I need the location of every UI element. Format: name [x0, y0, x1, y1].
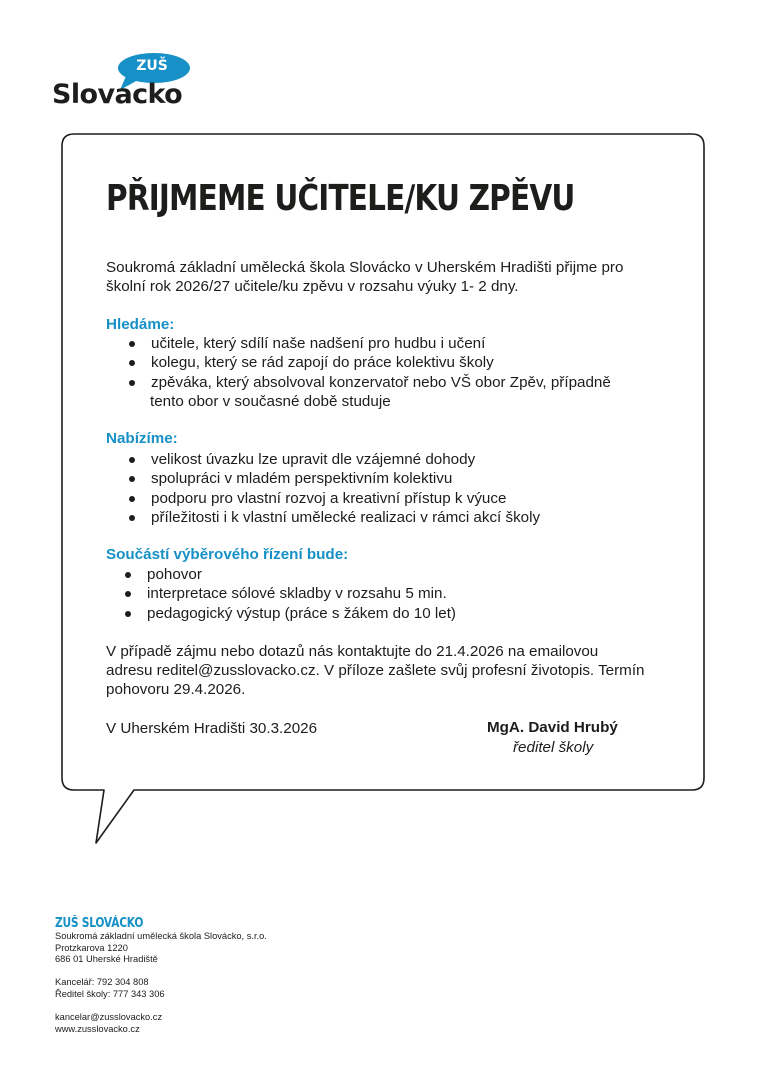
contact-line-2: adresu reditel@zusslovacko.cz. V příloze zašlete svůj profesní životopis. Termín	[106, 662, 645, 679]
intro-line-1: Soukromá základní umělecká škola Slovácko v Uherském Hradišti přijme pro	[106, 259, 624, 276]
footer-web-link[interactable]: www.zusslovacko.cz	[55, 1023, 140, 1034]
list-item: velikost úvazku lze upravit dle vzájemné dohody	[151, 450, 540, 469]
section-heading-we-offer: Nabízíme:	[106, 430, 178, 447]
signature-role: ředitel školy	[513, 739, 594, 756]
list-item: příležitosti i k vlastní umělecké realizaci v rámci akcí školy	[151, 508, 541, 526]
footer-director-phone: Ředitel školy: 777 343 306	[55, 988, 165, 999]
list-item: kolegu, který se rád zapojí do práce kolektivu školy	[151, 353, 611, 372]
contact-line-1: V případě zájmu nebo dotazů nás kontaktujte do 21.4.2026 na emailovou	[106, 643, 599, 660]
section-heading-selection: Součástí výběrového řízení bude:	[106, 546, 349, 563]
signature-name: MgA. David Hrubý	[487, 719, 618, 736]
list-item: pohovor	[147, 565, 456, 584]
page-title: PŘIJMEME UČITELE/KU ZPĚVU	[106, 178, 575, 219]
selection-list	[147, 565, 456, 623]
list-item-continuation: tento obor v současné době studuje	[150, 393, 391, 410]
intro-line-2: školní rok 2026/27 učitele/ku zpěvu v rozsahu výuky 1- 2 dny.	[106, 278, 519, 295]
list-item: pedagogický výstup (práce s žákem do 10 let)	[147, 604, 456, 622]
footer-org: Soukromá základní umělecká škola Slovácko, s.r.o.	[55, 931, 267, 941]
looking-for-list	[151, 334, 611, 392]
we-offer-list	[151, 450, 540, 527]
footer	[55, 916, 355, 1035]
footer-street: Protzkarova 1220	[55, 942, 128, 953]
footer-title: ZUŠ SLOVÁCKO	[55, 916, 144, 931]
footer-email-link[interactable]: kancelar@zusslovacko.cz	[55, 1012, 163, 1023]
contact-line-3: pohovoru 29.4.2026.	[106, 681, 246, 698]
list-item: učitele, který sdílí naše nadšení pro hudbu i učení	[151, 334, 611, 353]
list-item: spolupráci v mladém perspektivním kolektivu	[151, 469, 540, 488]
section-heading-looking-for: Hledáme:	[106, 316, 175, 333]
footer-city: 686 01 Uherské Hradiště	[55, 954, 158, 965]
list-item: interpretace sólové skladby v rozsahu 5 min.	[147, 584, 456, 603]
logo-wordmark: Slovacko	[52, 79, 183, 110]
logo-badge-text: ZUŠ	[136, 58, 168, 74]
footer-office-phone: Kancelář: 792 304 808	[55, 977, 149, 988]
list-item: podporu pro vlastní rozvoj a kreativní přístup k výuce	[151, 489, 540, 508]
place-date: V Uherském Hradišti 30.3.2026	[106, 720, 318, 737]
list-item: zpěváka, který absolvoval konzervatoř nebo VŠ obor Zpěv, případně	[151, 373, 611, 391]
